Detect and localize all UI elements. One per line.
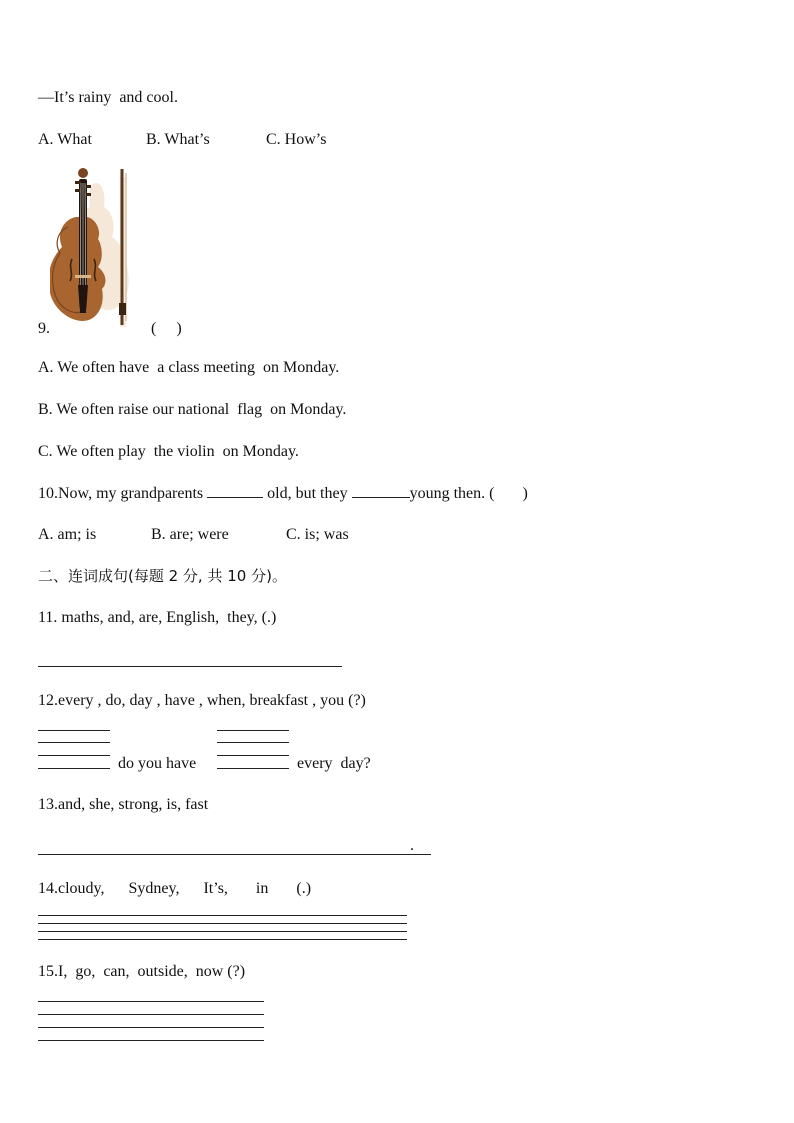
q10-option-b: B. are; were: [151, 526, 229, 543]
q10-part2: old, but they: [267, 485, 348, 502]
q13-end-mark: .: [410, 837, 414, 854]
q10-option-c: C. is; was: [286, 526, 349, 543]
q14-answer-line[interactable]: [38, 931, 407, 932]
q8-option-b: B. What’s: [146, 131, 210, 148]
q12-answer-line[interactable]: [38, 730, 110, 731]
q13-answer-line[interactable]: [38, 854, 431, 855]
q9-answer-paren: ( ): [151, 320, 182, 337]
q12-answer-line[interactable]: [217, 768, 289, 769]
q10-blank-2[interactable]: [352, 483, 410, 498]
q12-answer-line[interactable]: [217, 755, 289, 756]
q14-answer-line[interactable]: [38, 915, 407, 916]
q12-words: 12.every , do, day , have , when, breakfast , you (?): [38, 692, 366, 709]
q9-option-a: A. We often have a class meeting on Monday.: [38, 359, 340, 376]
q10-option-a: A. am; is: [38, 526, 97, 543]
q12-end-text: every day?: [297, 755, 371, 772]
q9-option-b: B. We often raise our national flag on Monday.: [38, 401, 347, 418]
q10-blank-1[interactable]: [207, 483, 263, 498]
q8-option-a: A. What: [38, 131, 92, 148]
q15-answer-line[interactable]: [38, 1040, 264, 1041]
q8-answer-line: —It’s rainy and cool.: [38, 89, 178, 106]
q9-number: 9.: [38, 320, 50, 337]
q12-answer-line[interactable]: [38, 742, 110, 743]
q14-answer-line[interactable]: [38, 939, 407, 940]
q11-answer-line[interactable]: [38, 666, 342, 667]
q12-answer-line[interactable]: [38, 768, 110, 769]
q10-question: [38, 483, 528, 504]
q8-option-c: C. How’s: [266, 131, 327, 148]
violin-icon: [50, 163, 142, 335]
q12-answer-line[interactable]: [217, 730, 289, 731]
q9-option-c: C. We often play the violin on Monday.: [38, 443, 299, 460]
q14-words: 14.cloudy, Sydney, It’s, in (.): [38, 880, 312, 897]
q13-words: 13.and, she, strong, is, fast: [38, 796, 209, 813]
q15-answer-line[interactable]: [38, 1014, 264, 1015]
q15-words: 15.I, go, can, outside, now (?): [38, 963, 246, 980]
q11-words: 11. maths, and, are, English, they, (.): [38, 609, 277, 626]
q12-middle-text: do you have: [118, 755, 197, 772]
q10-part1: 10.Now, my grandparents: [38, 485, 204, 502]
q14-answer-line[interactable]: [38, 923, 407, 924]
q12-answer-line[interactable]: [38, 755, 110, 756]
q15-answer-line[interactable]: [38, 1027, 264, 1028]
q12-answer-line[interactable]: [217, 742, 289, 743]
q15-answer-line[interactable]: [38, 1001, 264, 1002]
q10-part3: young then. ( ): [409, 485, 528, 502]
section-2-title: 二、连词成句(每题 2 分, 共 10 分)。: [38, 567, 287, 585]
